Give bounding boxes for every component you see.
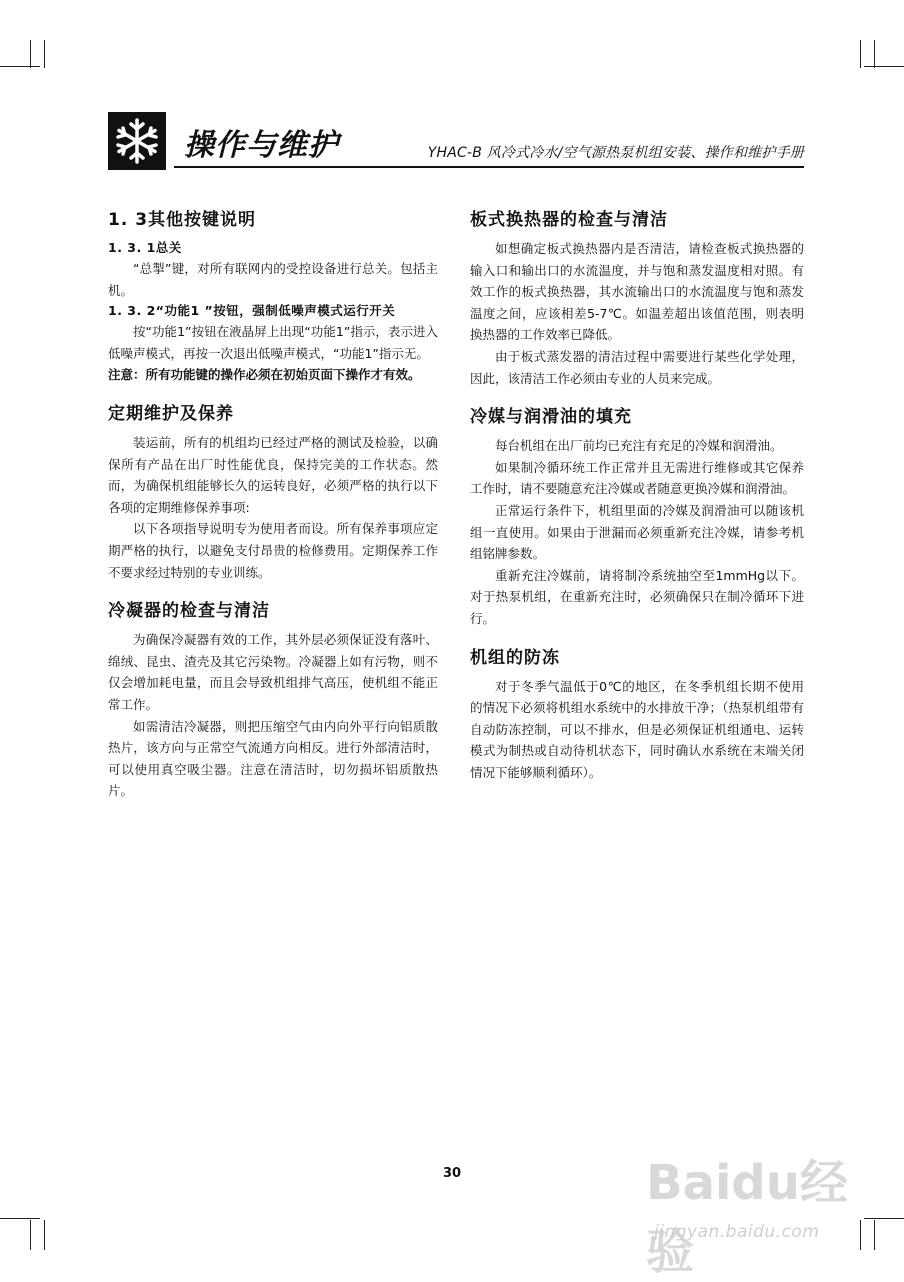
left-column xyxy=(108,208,438,818)
subheading-function1: 1. 3. 2“功能1 ”按钮，强制低噪声模式运行开关 xyxy=(108,303,396,319)
crop-mark xyxy=(30,1220,31,1250)
heading-plate-exchanger: 板式换热器的检查与清洁 xyxy=(470,210,668,230)
crop-mark xyxy=(0,66,40,67)
manual-title: YHAC-B 风冷式冷水/空气源热泵机组安装、操作和维护手册 xyxy=(427,145,804,161)
section-plate-exchanger xyxy=(470,208,804,389)
paragraph: 由于板式蒸发器的清洁过程中需要进行某些化学处理，因此，该清洁工作必须由专业的人员来完成。 xyxy=(470,348,804,386)
paragraph: 每台机组在出厂前均已充注有充足的冷媒和润滑油。 xyxy=(495,438,783,454)
section-title: 操作与维护 xyxy=(184,128,339,163)
crop-mark xyxy=(30,40,31,68)
snowflake-icon xyxy=(112,116,162,166)
paragraph: 正常运行条件下，机组里面的冷媒及润滑油可以随该机组一直使用。如果由于泄漏而必须重新充注冷媒，请参考机组铭牌参数。 xyxy=(470,502,804,562)
crop-mark xyxy=(44,40,45,68)
paragraph: 重新充注冷媒前，请将制冷系统抽空至1mmHg以下。对于热泵机组，在重新充注时，必须确保只在制冷循环下进行。 xyxy=(470,567,804,626)
watermark xyxy=(646,1144,886,1280)
section-antifreeze xyxy=(470,646,804,784)
note: 注意：所有功能键的操作必须在初始页面下操作才有效。 xyxy=(108,367,421,383)
section-other-keys xyxy=(108,208,438,386)
paragraph: 按“功能1”按钮在液晶屏上出现“功能1”指示，表示进入低噪声模式，再按一次退出低噪声模式，“功能1”指示无。 xyxy=(108,324,438,361)
paragraph: “总掣”键，对所有联网内的受控设备进行总关。包括主机。 xyxy=(108,261,438,298)
paragraph: 如果制冷循环统工作正常并且无需进行维修或其它保养工作时，请不要随意充注冷媒或者随意更换冷媒和润滑油。 xyxy=(470,459,804,497)
paragraph: 对于冬季气温低于0℃的地区，在冬季机组长期不使用的情况下必须将机组水系统中的水排放干净；（热泵机组带有自动防冻控制，可以不排水，但是必须保证机组通电、运转模式为制热或自动待机状态下，同时确认水系统在末端关闭情况下能够顺利循环）。 xyxy=(470,678,804,780)
paragraph: 如需清洁冷凝器，则把压缩空气由内向外平行向铝质散热片，该方向与正常空气流通方向相反。进行外部清洁时，可以使用真空吸尘器。注意在清洁时，切勿损坏铝质散热片。 xyxy=(108,718,438,799)
header-rule xyxy=(174,166,804,168)
watermark-url: jingyan.baidu.com xyxy=(654,1222,820,1242)
paragraph: 以下各项指导说明专为使用者而设。所有保养事项应定期严格的执行，以避免支付昂贵的检修费用。定期保养工作不要求经过特别的专业训练。 xyxy=(108,521,438,580)
page-header xyxy=(108,112,804,170)
logo-box xyxy=(108,112,166,170)
section-maintenance xyxy=(108,402,438,583)
crop-mark xyxy=(874,40,875,68)
subheading-master-off: 1. 3. 1总关 xyxy=(108,240,182,255)
page-number: 30 xyxy=(442,1166,462,1181)
crop-mark xyxy=(860,40,861,68)
heading-maintenance: 定期维护及保养 xyxy=(108,403,234,424)
paragraph: 如想确定板式换热器内是否清洁，请检查板式换热器的输入口和输出口的水流温度，并与饱和蒸发温度相对照。有效工作的板式换热器，其水流输出口的水流温度与饱和蒸发温度之间，应该相差5-7℃。如温差超出该值范围，则表明换热器的工作效率已降低。 xyxy=(470,241,804,343)
paragraph: 装运前，所有的机组均已经过严格的测试及检验，以确保所有产品在出厂时性能优良，保持完美的工作状态。然而，为确保机组能够长久的运转良好，必须严格的执行以下各项的定期维修保养事项: xyxy=(108,434,438,515)
heading-condenser: 冷凝器的检查与清洁 xyxy=(108,601,270,622)
section-condenser xyxy=(108,599,438,802)
section-refrigerant xyxy=(470,405,804,629)
watermark-logo: Baidu经验 xyxy=(646,1155,848,1280)
crop-mark xyxy=(44,1220,45,1250)
right-column xyxy=(470,208,804,799)
heading-antifreeze: 机组的防冻 xyxy=(470,647,560,668)
heading-refrigerant: 冷媒与润滑油的填充 xyxy=(470,407,632,428)
crop-mark xyxy=(0,1218,40,1219)
paragraph: 为确保冷凝器有效的工作，其外层必须保证没有落叶、绵绒、昆虫、渣壳及其它污染物。冷凝器上如有污物，则不仅会增加耗电量，而且会导致机组排气高压，使机组不能正常工作。 xyxy=(108,632,438,712)
heading-other-keys: 1. 3其他按键说明 xyxy=(108,210,257,230)
crop-mark xyxy=(864,66,904,67)
